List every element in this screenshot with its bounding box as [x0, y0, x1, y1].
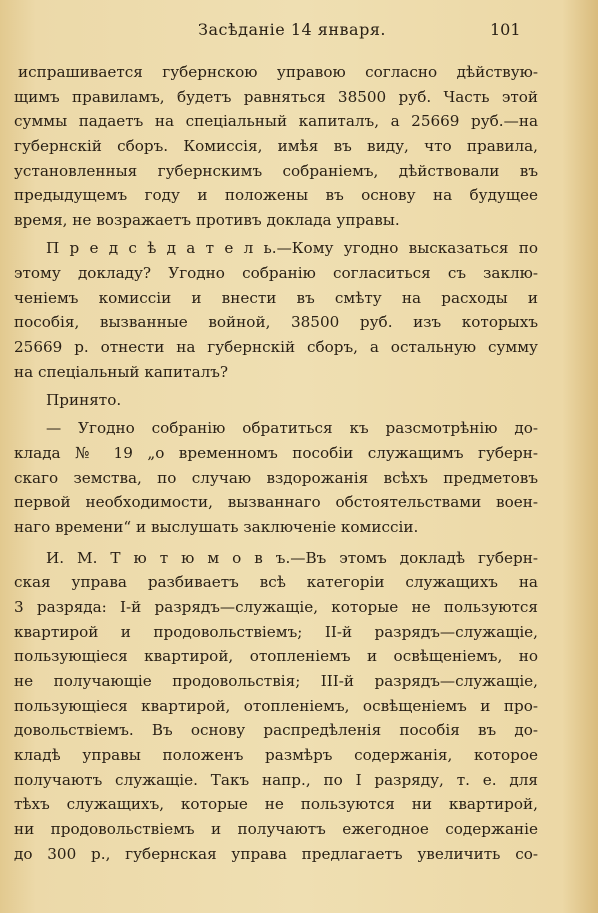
text-line: получаютъ служащіе. Такъ напр., по І разряду, т. е. для — [14, 770, 538, 789]
text-line: тѣхъ служащихъ, которые не пользуются ни квартирой, — [14, 795, 538, 814]
text-line: суммы падаетъ на спеціальный капиталъ, а 25669 руб.—на — [14, 112, 538, 131]
text-line: ни продовольствіемъ и получаютъ ежегодное содержаніе — [14, 820, 538, 839]
page-number: 101 — [490, 20, 521, 39]
text-line: установленныя губернскимъ собраніемъ, дѣйствовали въ — [14, 161, 538, 180]
text-line: — Угодно собранію обратиться къ разсмотрѣнію до- — [46, 419, 538, 438]
text-line: на спеціальный капиталъ? — [14, 362, 229, 381]
text-line: клада № 19 „о временномъ пособіи служащимъ губерн- — [14, 443, 538, 462]
text-line: первой необходимости, вызваннаго обстоятельствами воен- — [14, 493, 538, 512]
text-line: пользующіеся квартирой, отопленіемъ, освѣщеніемъ и про- — [14, 696, 538, 715]
body-text — [14, 60, 538, 867]
text-line: кладѣ управы положенъ размѣръ содержанія, которое — [14, 746, 538, 765]
text-line: до 300 р., губернская управа предлагаетъ увеличить со- — [14, 844, 538, 863]
text-line: ская управа разбиваетъ всѣ категоріи служащихъ на — [14, 573, 538, 592]
text-line: пользующіеся квартирой, отопленіемъ и освѣщеніемъ, но — [14, 647, 538, 666]
text-line: Принято. — [46, 390, 122, 409]
text-line: испрашивается губернскою управою согласно дѣйствую- — [18, 63, 538, 81]
text-line: 25669 р. отнести на губернскій сборъ, а остальную сумму — [14, 338, 538, 357]
text-line: И. М. Т ю т ю м о в ъ.—Въ этомъ докладѣ губерн- — [46, 548, 538, 567]
text-line: квартирой и продовольствіемъ; ІІ-й разрядъ—служащіе, — [14, 622, 538, 641]
text-line: ченіемъ комиссіи и внести въ смѣту на расходы и — [14, 288, 538, 307]
text-line: время, не возражаетъ противъ доклада управы. — [14, 211, 400, 230]
running-header — [0, 20, 598, 44]
text-line: скаго земства, по случаю вздорожанія всѣхъ предметовъ — [14, 468, 538, 487]
header-title: Засѣданіе 14 января. — [198, 20, 387, 39]
text-line: щимъ правиламъ, будетъ равняться 38500 руб. Часть этой — [14, 87, 538, 106]
text-line: 3 разряда: І-й разрядъ—служащіе, которые не пользуются — [14, 597, 538, 616]
text-line: пособія, вызванные войной, 38500 руб. изъ которыхъ — [14, 313, 538, 332]
text-line: П р е д с ѣ д а т е л ь.—Кому угодно высказаться по — [46, 239, 538, 258]
text-line: не получающіе продовольствія; ІІІ-й разрядъ—служащіе, — [14, 672, 538, 690]
text-line: наго времени“ и выслушать заключеніе комиссіи. — [14, 517, 419, 536]
text-line: губернскій сборъ. Комиссія, имѣя въ виду, что правила, — [14, 137, 538, 156]
text-line: довольствіемъ. Въ основу распредѣленія пособія въ до- — [14, 721, 538, 740]
text-line: предыдущемъ году и положены въ основу на будущее — [14, 186, 538, 205]
text-line: этому докладу? Угодно собранію согласиться съ заклю- — [14, 264, 538, 282]
